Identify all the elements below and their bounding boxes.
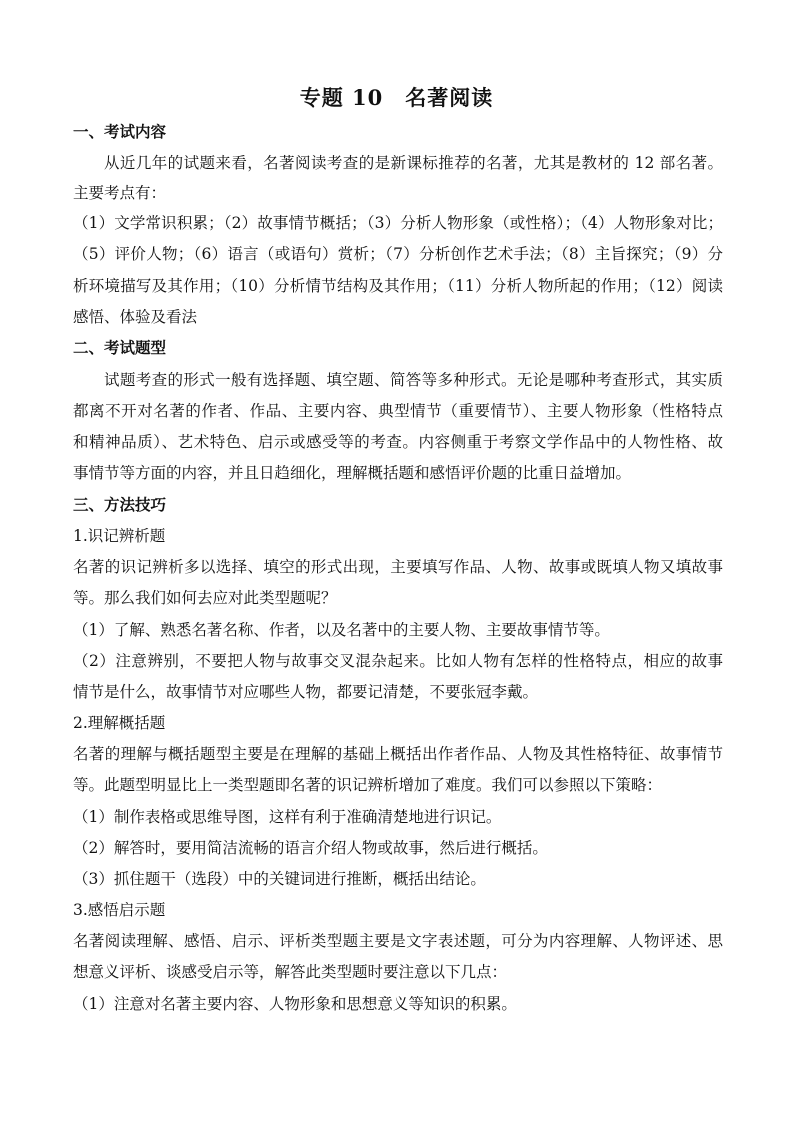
paragraph-line: （1）文学常识积累；（2）故事情节概括；（3）分析人物形象（或性格）；（4）人物形象对比； (73, 214, 723, 232)
list-item-continuation: 情节是什么，故事情节对应哪些人物，都要记清楚，不要张冠李戴。 (73, 683, 539, 701)
paragraph-line: 想意义评析、谈感受启示等，解答此类型题时要注意以下几点： (73, 963, 508, 981)
subsection-title: 2.理解概括题 (73, 714, 166, 732)
list-item: （2）解答时，要用简洁流畅的语言介绍人物或故事，然后进行概括。 (73, 839, 548, 857)
paragraph-line: 名著阅读理解、感悟、启示、评析类型题主要是文字表述题，可分为内容理解、人物评述、思 (73, 932, 723, 950)
paragraph-line: 事情节等方面的内容，并且日趋细化，理解概括题和感悟评价题的比重日益增加。 (73, 464, 632, 482)
list-item: （1）了解、熟悉名著名称、作者，以及名著中的主要人物、主要故事情节等。 (73, 621, 610, 639)
list-item: （1）制作表格或思维导图，这样有利于准确清楚地进行识记。 (73, 808, 502, 826)
section-heading-methods: 三、方法技巧 (73, 495, 167, 514)
list-item: （1）注意对名著主要内容、人物形象和思想意义等知识的积累。 (73, 995, 517, 1013)
paragraph-line: 从近几年的试题来看，名著阅读考查的是新课标推荐的名著，尤其是教材的 12 部名著。 (104, 154, 723, 172)
paragraph-line: 名著的识记辨析多以选择、填空的形式出现，主要填写作品、人物、故事或既填人物又填故事 (73, 558, 723, 576)
paragraph-line: 都离不开对名著的作者、作品、主要内容、典型情节（重要情节）、主要人物形象（性格特点 (73, 402, 723, 420)
paragraph-line: 析环境描写及其作用；（10）分析情节结构及其作用；（11）分析人物所起的作用；（12）阅读 (73, 277, 723, 295)
section-heading-exam-content: 一、考试内容 (73, 122, 167, 141)
paragraph-line: 等。此题型明显比上一类型题即名著的识记辨析增加了难度。我们可以参照以下策略： (73, 776, 663, 794)
list-item: （3）抓住题干（选段）中的关键词进行推断，概括出结论。 (73, 870, 486, 888)
paragraph-line: 和精神品质）、艺术特色、启示或感受等的考查。内容侧重于考察文学作品中的人物性格、故 (73, 433, 723, 451)
subsection-title: 1.识记辨析题 (73, 527, 166, 545)
paragraph-line: 等。那么我们如何去应对此类型题呢？ (73, 589, 337, 607)
paragraph-line: （5）评价人物；（6）语言（或语句）赏析；（7）分析创作艺术手法；（8）主旨探究；（9）分 (73, 245, 723, 263)
paragraph-line: 主要考点有： (73, 184, 167, 202)
section-heading-question-types: 二、考试题型 (73, 338, 167, 357)
subsection-title: 3.感悟启示题 (73, 901, 166, 919)
paragraph-line: 感悟、体验及看法 (73, 308, 198, 326)
paragraph-line: 名著的理解与概括题型主要是在理解的基础上概括出作者作品、人物及其性格特征、故事情节 (73, 745, 723, 763)
list-item: （2）注意辨别，不要把人物与故事交叉混杂起来。比如人物有怎样的性格特点，相应的故事 (73, 652, 723, 670)
paragraph-line: 试题考查的形式一般有选择题、填空题、简答等多种形式。无论是哪种考查形式，其实质 (104, 371, 723, 389)
page-title: 专题 10 名著阅读 (299, 85, 494, 110)
